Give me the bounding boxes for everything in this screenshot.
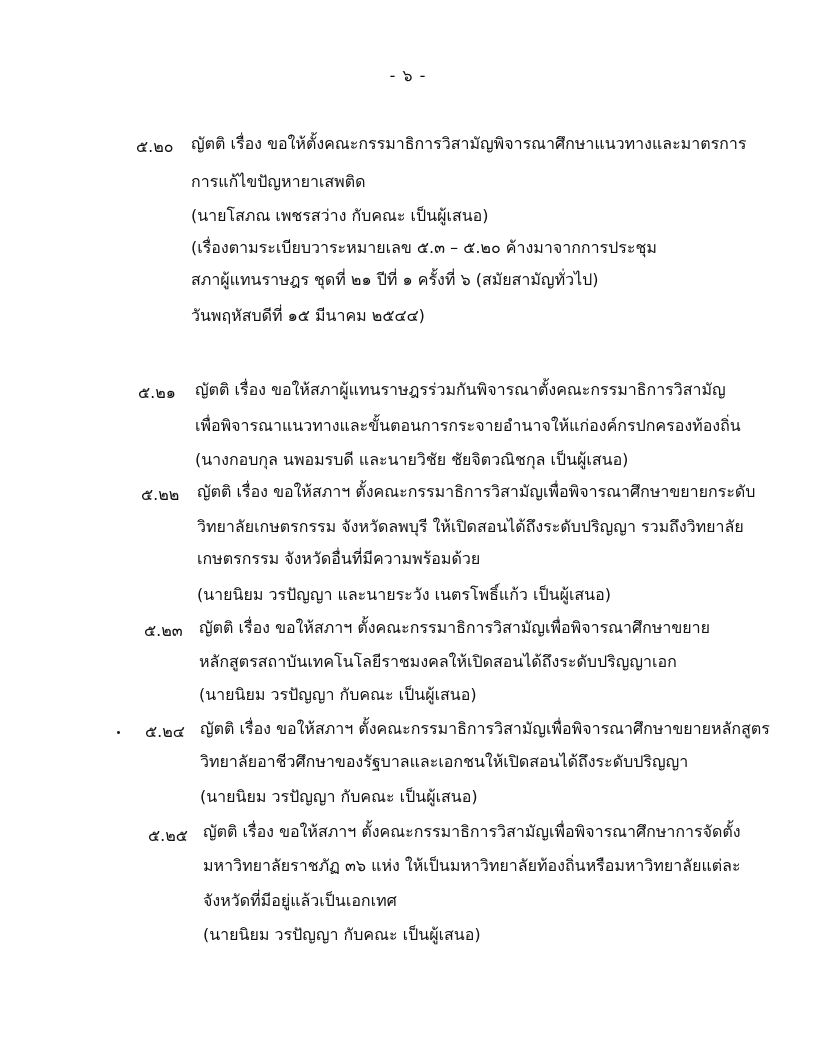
item-number: ๕.๒๒ — [141, 485, 180, 504]
item-proposer: (นายนิยม วรปัญญา และนายระวัง เนตรโพธิ์แก้ว เป็นผู้เสนอ) — [197, 585, 611, 604]
item-title-line: ญัตติ เรื่อง ขอให้สภาฯ ตั้งคณะกรรมาธิการวิสามัญเพื่อพิจารณาศึกษาขยายหลักสูตร — [200, 719, 770, 738]
item-number: ๕.๒๑ — [138, 383, 176, 402]
item-number: ๕.๒๐ — [136, 137, 174, 156]
item-proposer: (นายนิยม วรปัญญา กับคณะ เป็นผู้เสนอ) — [203, 925, 481, 944]
item-title-line: ญัตติ เรื่อง ขอให้สภาฯ ตั้งคณะกรรมาธิการวิสามัญเพื่อพิจารณาศึกษาการจัดตั้ง — [203, 822, 741, 841]
item-title-line: ญัตติ เรื่อง ขอให้ตั้งคณะกรรมาธิการวิสามัญพิจารณาศึกษาแนวทางและมาตรการ — [191, 134, 747, 153]
page-number: - ๖ - — [389, 66, 427, 85]
item-title-line: หลักสูตรสถาบันเทคโนโลยีราชมงคลให้เปิดสอนได้ถึงระดับปริญญาเอก — [199, 652, 677, 671]
item-title-line: การแก้ไขปัญหายาเสพติด — [191, 172, 366, 191]
item-title-line: ญัตติ เรื่อง ขอให้สภาฯ ตั้งคณะกรรมาธิการวิสามัญเพื่อพิจารณาศึกษาขยายกระดับ — [197, 482, 756, 501]
item-note-line: วันพฤหัสบดีที่ ๑๕ มีนาคม ๒๕๔๔) — [191, 306, 425, 325]
item-title-line: ญัตติ เรื่อง ขอให้สภาฯ ตั้งคณะกรรมาธิการวิสามัญเพื่อพิจารณาศึกษาขยาย — [199, 618, 711, 637]
item-number: ๕.๒๓ — [144, 621, 183, 640]
item-title-line: ญัตติ เรื่อง ขอให้สภาผู้แทนราษฎรร่วมกันพิจารณาตั้งคณะกรรมาธิการวิสามัญ — [195, 380, 726, 399]
item-title-line: เพื่อพิจารณาแนวทางและขั้นตอนการกระจายอำนาจให้แก่องค์กรปกครองท้องถิ่น — [195, 416, 741, 435]
item-proposer: (นางกอบกุล นพอมรบดี และนายวิชัย ชัยจิตวณิชกุล เป็นผู้เสนอ) — [195, 450, 629, 469]
item-title-line: จังหวัดที่มีอยู่แล้วเป็นเอกเทศ — [203, 891, 397, 910]
item-number: ๕.๒๔ — [145, 722, 185, 741]
scan-speck — [117, 731, 120, 734]
item-title-line: วิทยาลัยอาชีวศึกษาของรัฐบาลและเอกชนให้เปิดสอนได้ถึงระดับปริญญา — [200, 752, 689, 771]
item-title-line: เกษตรกรรม จังหวัดอื่นที่มีความพร้อมด้วย — [197, 549, 481, 568]
item-title-line: วิทยาลัยเกษตรกรรม จังหวัดลพบุรี ให้เปิดสอนได้ถึงระดับปริญญา รวมถึงวิทยาลัย — [197, 517, 744, 536]
item-proposer: (นายโสภณ เพชรสว่าง กับคณะ เป็นผู้เสนอ) — [191, 206, 489, 225]
item-proposer: (นายนิยม วรปัญญา กับคณะ เป็นผู้เสนอ) — [200, 787, 478, 806]
item-number: ๕.๒๕ — [148, 826, 188, 845]
item-note-line: สภาผู้แทนราษฎร ชุดที่ ๒๑ ปีที่ ๑ ครั้งที่ ๖ (สมัยสามัญทั่วไป) — [191, 270, 599, 289]
item-proposer: (นายนิยม วรปัญญา กับคณะ เป็นผู้เสนอ) — [199, 685, 477, 704]
item-title-line: มหาวิทยาลัยราชภัฏ ๓๖ แห่ง ให้เป็นมหาวิทยาลัยท้องถิ่นหรือมหาวิทยาลัยแต่ละ — [203, 856, 741, 875]
item-note-line: (เรื่องตามระเบียบวาระหมายเลข ๕.๓ – ๕.๒๐ ค้างมาจากการประชุม — [191, 238, 657, 257]
